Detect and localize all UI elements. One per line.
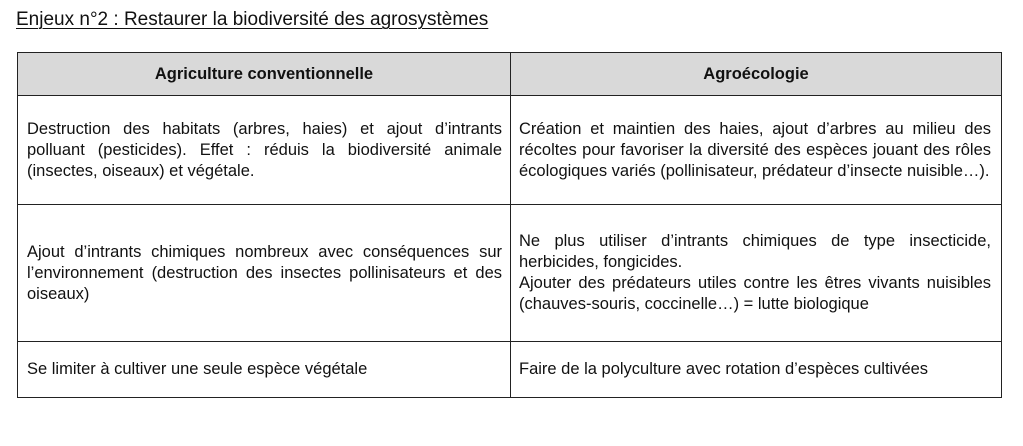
cell-conventional: Se limiter à cultiver une seule espèce végétale (18, 342, 511, 398)
cell-agroecology (511, 205, 1002, 342)
cell-agroecology: Création et maintien des haies, ajout d’arbres au milieu des récoltes pour favoriser la diversité des espèces jouant des rôles écologiques variés (pollinisateur, prédateur d’insecte nuisible…). (511, 96, 1002, 205)
table-header-row (18, 53, 1002, 96)
comparison-table (17, 52, 1002, 398)
table-row (18, 96, 1002, 205)
cell-conventional: Ajout d’intrants chimiques nombreux avec conséquences sur l’environnement (destruction des insectes pollinisateurs et des oiseaux) (18, 205, 511, 342)
table-row (18, 342, 1002, 398)
header-conventional: Agriculture conventionnelle (18, 53, 511, 96)
header-agroecology: Agroécologie (511, 53, 1002, 96)
cell-conventional: Destruction des habitats (arbres, haies) et ajout d’intrants polluant (pesticides). Effet : réduis la biodiversité animale (insectes, oiseaux) et végétale. (18, 96, 511, 205)
table-row (18, 205, 1002, 342)
cell-paragraph: Ne plus utiliser d’intrants chimiques de type insecticide, herbicides, fongicides. (519, 232, 991, 271)
page-title: Enjeux n°2 : Restaurer la biodiversité des agrosystèmes (16, 9, 489, 30)
cell-agroecology: Faire de la polyculture avec rotation d’espèces cultivées (511, 342, 1002, 398)
cell-paragraph: Ajouter des prédateurs utiles contre les êtres vivants nuisibles (chauves-souris, coccinelle…) = lutte biologique (519, 274, 991, 313)
